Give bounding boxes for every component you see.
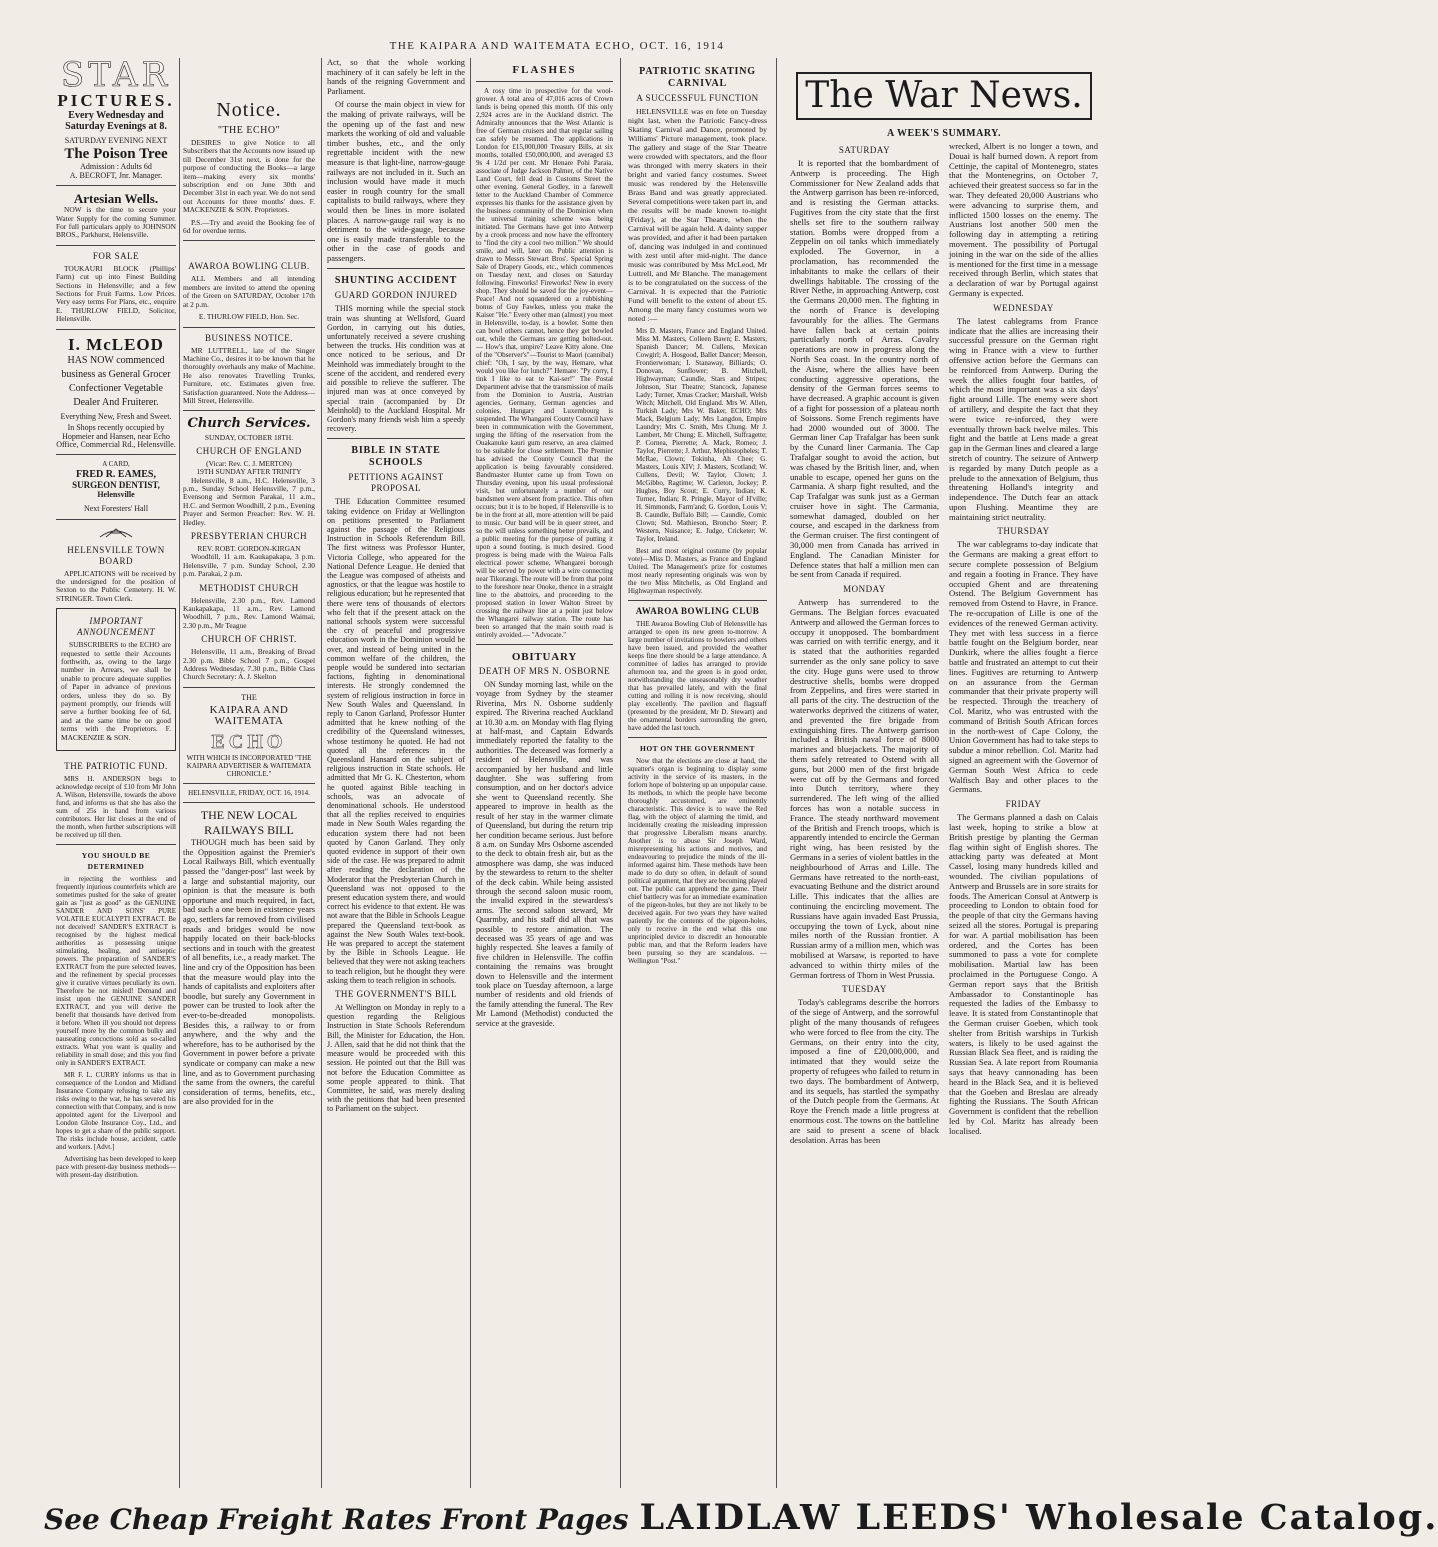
england-vicar: (Vicar: Rev. C. J. MERTON) <box>206 458 292 468</box>
awaroa-sign: E. THURLOW FIELD, Hon. Sec. <box>198 312 300 322</box>
flashes-heading: FLASHES <box>512 64 577 76</box>
shunting-body: THIS morning while the special stock train was shunting at Wellsford, Guard Gordon, in carrying out his duties, unfortunately received a severe crushing between the trucks. His condition was at once noticed to be serious, and Dr Meinhold was immediately brought to the scene of the accident, and rendered every aid possible to relieve the sufferer. The injured man was at once conveyed by special train (accompanied by Dr Meinhold) to the Auckland Hospital. Mr Gordon's many friends wish him a speedy recovery. <box>327 304 465 434</box>
column-2 <box>183 58 315 1488</box>
footer-ad-right: LAIDLAW LEEDS' Wholesale Catalog. <box>639 1497 1438 1538</box>
war-left-column <box>790 142 939 1149</box>
saturday-next: SATURDAY EVENING NEXT <box>64 136 168 145</box>
mcleod-fresh: Everything New, Fresh and Sweet. <box>60 411 172 421</box>
board-body: APPLICATIONS will be received by the undersigned for the position of Sexton to the Public Cemetery. H. W. STRINGER. Town Clerk. <box>56 568 176 603</box>
mcleod-shops: In Shops recently occupied by Hopmeier and Hansen, near Echo Office, Commercial Rd., Helensville. <box>56 423 176 449</box>
thursday-heading: THURSDAY <box>997 526 1050 537</box>
obituary-heading: OBITUARY <box>511 651 578 663</box>
bible-heading: BIBLE IN STATE SCHOOLS <box>351 445 441 469</box>
obituary-body: ON Sunday morning last, while on the voyage from Sydney by the steamer Riverina, Mrs N. Osborne suddenly expired. The Riverina reached Auckland at 10.30 a.m. on Monday with flag flying at half-mast, and Captain Edwards immediately reported the fatality to the authorities. The deceased was formerly a resident of Helensville, and was accompanied by her husband and little daughter. She was suffering from consumption, and on her doctor's advice she went to Queensland recently. She appeared to improve in health as the result of her stay in the warmer climate of Queensland, but during the return trip her condition became serious. Just before 8 a.m. on Sunday Mrs Osborne ascended to the deck to obtain fresh air, but as the atmosphere was damp, she was induced by the stewardess to return to the shelter of the deck cabin. While being assisted through the second saloon music room, the invalid expired in the stewardess's arms. The second saloon steward, Mr Quarmby, and his staff did all that was possible to restore animation. The deceased was 35 years of age and was highly respected. She leaves a family of five children in Helensville. The coffin containing the remains was brought down to Helensville and the interment took place on Tuesday afternoon, a large number of residents and old friends of the family attending the funeral. The Rev Mr Lamond (Methodist) conducted the service at the graveside. <box>476 680 613 1028</box>
column-6 <box>790 58 1098 1488</box>
presbyterian-heading: PRESBYTERIAN CHURCH <box>190 531 308 541</box>
patriotic-fund-body: MRS H. ANDERSON begs to acknowledge receipt of £10 from Mr John A. Wilson, Helensville, towards the above fund, and informs us that she has also the sum of 25s in hand from various contributors. Her list closes at the end of the month, when further subscriptions will be received up till then. <box>56 775 176 840</box>
railways-cont-2: Of course the main object in view for the making of private railways, will be the opening up of the fast and new markets the working of old and valuable timber bushes, etc., and the only regrettable incident with the new measure is that light-line, narrow-gauge railways are not included in it. Such an inclusion would have made it much easier in rough country for the small capitalists to build railways, where they would then be lines in more isolated places. A narrow-gauge rail way is no detriment to the wide-gauge, because one is easily made transferable to the other in the case of goods and passengers. <box>327 100 465 263</box>
artesian-heading: Artesian Wells. <box>73 191 159 207</box>
awaroa-heading: AWAROA BOWLING CLUB. <box>188 261 310 272</box>
incorporated: WITH WHICH IS INCORPORATED "THE KAIPARA ADVERTISER & WAITEMATA CHRONICLE." <box>186 754 312 779</box>
important-box <box>56 608 176 751</box>
monday-body: Antwerp has surrendered to the Germans. The Belgian forces evacuated Antwerp and allowed the German forces to occupy it unopposed. The bombardment was carried on with terrific energy, and it is stated that the authorities regarded surrender as the only sane policy to save the city. Huge guns were used to throw destructive shells, bombs were dropped from Zeppelins, and fires were started in all parts of the city. The destruction of the waterworks deprived the citizens of water, and prevented the fire brigade from extinguishing fires. The Antwerp garrison included a British naval force of 8000 marines and bluejackets. The majority of them safely retreated to Ostend with all guns, but 2000 men of the first brigade were cut off by the Germans and forced into Dutch territory, where they surrendered. The left wing of the allied forces has won a notable success in France. The steady northward movement of the British and French troops, which is apparently intended to encircle the German right wing, has been resisted by the Germans in a series of violent battles in the neighbourhood of Arras and Lille. The Germans have retreated to the north-east, evacuating Bethune and the district around Lille. This indicates that the allies are continuing the encircling movement. The Russians have again invaded East Prussia, occupying the town of Lyck, about nine miles north of the Russian frontier. A Russian army of a million men, which was mobilised at Warsaw, is reported to have advanced to within thirty miles of the German fortress of Thorn in West Prussia. <box>790 597 939 980</box>
christ-heading: CHURCH OF CHRIST. <box>201 634 297 645</box>
card-label: A CARD, <box>102 460 130 469</box>
notice-body: DESIRES to give Notice to all Subscribers that the Accounts now issued up till December 31st next, is done for the purpose of conducting the Books—a large item—making every six months' subscription end on June 30th and December 31st in each year. We do not send out Accounts for three months' dues. F. MACKENZIE & SON. Proprietors. <box>183 138 315 215</box>
column-rule <box>620 58 621 1488</box>
column-5 <box>628 58 767 1488</box>
mcleod-body: HAS NOW commenced business as General Grocer Confectioner Vegetable Dealer And Fruiterer. <box>61 354 171 408</box>
england-heading: CHURCH OF ENGLAND <box>196 445 302 456</box>
railways-heading: THE NEW LOCAL RAILWAYS BILL <box>200 808 298 838</box>
forsale-body: TOUKAURI BLOCK (Phillips' Farm) cut up into Finest Building Sections in Helensville; and a few Sections for Fruit Farms. Low Prices. Very easy terms For Plans, etc., enquire E. THURLOW FIELD, Solicitor, Helensville. <box>56 263 176 324</box>
monday-heading: MONDAY <box>843 584 886 595</box>
star-schedule: Every Wednesday and Saturday Evenings at 8. <box>65 110 167 132</box>
bible-body: THE Education Committee resumed taking evidence on Friday at Wellington on petitions presented to Parliament against the passage of the Religious Instruction in Schools Referendum Bill. The first witness was Professor Hunter, Victoria College, who appeared for the National Defence League. He denied that the League was composed of atheists and agnostics, or that the league was hostile to religious education; but he represented that there were tens of thousands of electors who felt that if the present attack on the national schools system were successful the cry of peaceful and progressive education work in the Dominion would be over, and instead of being united in the common welfare of the children, the people would be sundered into sectarian factions, fighting in denominational interests. He strongly condemned the system of religious instruction in force in New South Wales and Queensland. In reply to Canon Garland, Professor Hunter admitted that he knew nothing of the credibility of the Queensland witnesses, whose testimony he quoted. He had not quoted all the references in the Queensland Hansard on the subject of religious instruction in State schools. He admitted that Mr G. K. Chesterton, whom he quoted against Bible teaching in schools, was an advocate of denominational schools. He understood that all the replies received to enquiries made in New South Wales regarding the education system there had not been quoted by Canon Garland. They only quoted evidence in support of their own side of the case. He was prepared to admit after reading the declaration of the Moderator that the Presbyterian Church in Queensland was not opposed to the present education system there, and would correct his evidence to that extent. He was not aware that the Bible in Schools League prepared the Queensland text-book as against the New South Wales text-book. He was prepared to accept the statement by the Bible in Schools League. He believed that they were not asking teachers to teach religion, but he thought they were asking them to teach religion in schools. <box>327 497 465 985</box>
sunday-date: SUNDAY, OCTOBER 18TH. <box>204 433 294 443</box>
death-subheading: DEATH OF MRS N. OSBORNE <box>478 666 611 676</box>
dateline: HELENSVILLE, FRIDAY, OCT. 16, 1914. <box>188 789 310 798</box>
important-body: SUBSCRIBERS to the ECHO are requested to settle their Accounts forthwith, as, owing to the large number in Arrears, we shall be unable to procure adequate supplies of Paper in advance of previous orders, unless they do so. By payment promptly, our friends will serve a further booking fee of 6d, and at the same time be on good terms with the Proprietors. F. MACKENZIE & SON. <box>61 640 171 742</box>
star-heading: STAR <box>60 55 172 95</box>
notice-ps: P.S.—Try and avoid the Booking fee of 6d for overdue terms. <box>183 217 315 236</box>
crest-icon <box>96 525 136 541</box>
england-body: Helensville, 8 a.m., H.C. Helensville, 3 p.m., Sunday School Helensville, 7 p.m., Evensong and Sermon Parakai, 11 a.m., H.C. and Sermon Woodhill, 2 p.m., Evening Prayer and Sermon Preacher: Rev. W. H. Hedley. <box>183 475 315 527</box>
friday-heading: FRIDAY <box>1005 799 1042 810</box>
helensville-label: Helensville <box>97 489 135 499</box>
column-rule <box>179 58 180 1488</box>
costume-list: Mrs D. Masters, France and England United. Miss M. Masters, Colleen Bawn; E. Masters, Spanish Dancer; M. Cullens, Mexican Cowgirl; A. Hosgood, Ballet Dancer; Meeson, Frontierwoman; I. Stanaway, Billiards; O. Donovan, Sunflower; B. Mitchell, Highwayman; Caundle, Stars and Stripes; Johnson, Star Theatre; Stancock, Japanese Lady; Turner, Xmas Cracker; Marshall, Welsh Witch; Mitchell, Old England. Mrs W. Allen, Turkish Lady; Mrs W. Baker, ECHO; Mrs Mack, Belgium Lady; Mrs Langdon, Empire Laundry; Mrs C. Smith, Mrs Chung. Mr J. Lambert, Mr Chung; E. Mitchell, Suffragette; P. Cornea, Pierrette; A. Mack, Romeo; J. Taylor, Pierrette; J. Arthur, Mephistopheles; T. McRae, Clown; Tokinha, Ah Chee; G. Masters, Louis XIV; J. Masters, Scotland; W. Cullens, Devil; W. Taylor, Clown; J. McGibbo, Ragtime; W. Carleton, Jockey; P. Hughes, Boy Scout; E. Curry, Indian; K. Turner, Indian; R. Pringle, Mayor of H'ville; H. Simmonds, Farm'and; G. Gordon, Louis V; B. Caundle, Buffalo Bill; — Caundle, Comic Clown; Std. Mathieson, Broncho Steer; P. Western, Nuisance; E. Judge, Cricketer; W. Taylor, Ireland. <box>636 327 767 543</box>
curry-body: MR F. L. CURRY informs us that in consequence of the London and Midland Insurance Company refusing to take any risks owing to the war, he has severed his connection with that Company, and is now appointed agent for the Liverpool and London Globe Insurance Coy., Ltd., and hopes to get a share of the public support. The risks include house, accident, cattle and workers. [Advt.] <box>56 1071 176 1152</box>
guard-subheading: GUARD GORDON INJURED <box>334 290 458 301</box>
surgeon-dentist: SURGEON DENTIST, <box>72 479 160 490</box>
presbyterian-body: Woodhill, 11 a.m. Kaukapakapa, 3 p.m. Helensville, 7 p.m. Sunday School, 2.30 p.m. Parakai, 2 p.m. <box>183 552 315 579</box>
notice-heading: Notice. <box>216 99 282 121</box>
success-subheading: A SUCCESSFUL FUNCTION <box>636 93 759 103</box>
awaroa-body: ALL Members and all intending members are invited to attend the opening of the Green on SATURDAY, October 17th at 2 p.m. <box>183 274 315 309</box>
methodist-heading: METHODIST CHURCH <box>199 582 299 593</box>
artesian-body: NOW is the time to secure your Water Supply for the coming Summer. For full particulars apply to JOHNSON BROS., Parkhurst, Helensville. <box>56 205 176 240</box>
govt-bill-body: At Wellington on Monday in reply to a question regarding the Religious Instruction in State Schools Referendum Bill, the Minister for Education, the Hon. J. Allen, said that he did not think that the measure would be proceeded with this session. He pointed out that the Bill was not before the Education Committee as some people appeared to think. That Committee, he said, was merely dealing with the petitions that had been presented to Parliament on the subject. <box>327 1003 465 1114</box>
pictures-heading: PICTURES. <box>57 91 175 110</box>
christ-body: Helensville, 11 a.m., Breaking of Bread 2.30 p.m. Bible School 7 p.m., Gospel Address Wednesday, 7.30 p.m., Bible Class Church Secretary: A. J. Skelton <box>183 647 315 682</box>
becroft-manager: A. BECROFT, Jnr. Manager. <box>69 170 163 180</box>
determined-body: in rejecting the worthless and frequently injurious counterfeits which are sometimes pushed for the sake of greater gain as "just as good" as the GENUINE SANDER AND SONS' PURE VOLATILE EUCALYPTI EXTRACT. Be not deceived! SANDER'S EXTRACT is recognised by the highest medical authorities as possessing unique stimulating, healing, and antiseptic powers. The preparation of SANDER'S EXTRACT from the pure selected leaves, and the refinement by special processes give it curative virtues peculiarly its own. Therefore be not misled! Demand and insist upon the GENUINE SANDER EXTRACT, and you will derive the benefit that thousands have derived from it before. When ill you should not depress yourself more by the common bulky and nauseating concoctions sold as so-called extracts. What you want is quality and reliability in small dose; and this you find only in SANDER'S EXTRACT. <box>56 875 176 1068</box>
skating-heading: PATRIOTIC SKATING CARNIVAL <box>639 66 756 89</box>
govt-bill-heading: THE GOVERNMENT'S BILL <box>334 989 458 1000</box>
war-right-column <box>949 142 1098 1149</box>
wednesday-heading: WEDNESDAY <box>993 302 1054 313</box>
tuesday-body: Today's cablegrams describe the horrors of the siege of Antwerp, and the sorrowful plight of the many thousands of refugees who were forced to flee from the city. The Germans, on their entry into the city, imposed a fine of £20,000,000, and intimated that they would seize the property of refugees who failed to return in two days. The bombardment of Antwerp, and its sequels, has startled the sympathy of the Dutch people from the Germans. At Roye the French made a little progress at enormous cost. The towns on the battleline are said to present a scene of black desolation. Arras has been <box>790 997 939 1145</box>
poison-tree-title: The Poison Tree <box>64 146 168 163</box>
presbyterian-rev: REV. ROBT. GORDON-KIRGAN <box>197 544 301 553</box>
column-1 <box>56 55 176 1488</box>
advertising-body: Advertising has been developed to keep pace with present-day business methods—with present-day distribution. <box>56 1155 176 1180</box>
footer-advertisement <box>44 1497 1438 1538</box>
mcleod-heading: I. McLEOD <box>68 334 164 354</box>
skating-after: Best and most original costume (by popular vote)—Miss D. Masters, as France and England United. The Management's prize for costumes most nearly representing originals was won by the two Miss Mitchells, as Old England and Highwayman respectively. <box>628 547 767 595</box>
business-heading: BUSINESS NOTICE. <box>204 332 293 343</box>
church-heading: Church Services. <box>187 416 311 432</box>
echo-title: ECHO <box>211 731 287 754</box>
railways-cont: Act, so that the whole working machinery of it can safely be left in the hands of the reigning Government and Parliament. <box>327 58 465 96</box>
kaipara-title: KAIPARA AND WAITEMATA <box>209 704 289 728</box>
methodist-body: Helensville, 2.30 p.m., Rev. Lamond Kaukapakapa, 11 a.m., Rev. Lamond Woodhill, 7 p.m., Rev. Lamond Waimai, 2.30 p.m., Mr Teague <box>183 595 315 630</box>
echo-label: "THE ECHO" <box>217 125 281 136</box>
saturday-heading: SATURDAY <box>838 145 891 155</box>
column-rule <box>776 58 777 1488</box>
trinity-label: 19TH SUNDAY AFTER TRINITY <box>196 467 302 477</box>
column-3 <box>327 58 465 1488</box>
admission: Admission : Adults 6d <box>80 162 152 172</box>
column-rule <box>321 58 322 1488</box>
railways-body: THOUGH much has been said by the Opposition against the Premier's Local Railways Bill, which eventually passed the "danger-post" last week by a large and substantial majority, our opinion is that the measure is both opportune and much required, in fact, bad such a one been in existence years ago, settlers far removed from civilised roads and bridges would be now happily located on their back-blocks sections and in touch with the greatest of all benefits, i.e., a ready market. The line and cry of the Opposition has been that the measure would play into the hands of capitalists and exploiters after boodle, but surely any Government in power can be trusted to look after the ever-to-be-dreaded monopolists. Besides this, a railway to or from anywhere, and the why and the wherefore, has to be authorised by the Government in power before a private syndicate or company can make a new line, and as to Government purchasing the same from the owners, the careful consideration of terms, benefits, etc., are also provided for in the <box>183 838 315 1107</box>
column-4 <box>476 58 613 1488</box>
the-label: THE <box>241 692 257 702</box>
column-rule <box>470 58 471 1488</box>
wednesday-body: The latest cablegrams from France indicate that the allies are increasing their successful pressure on the German right wing in France with a view to further offensive action before the Germans can be reinforced from Antwerp. During the week the allies fought four battles, of which the most important was a six days' fight around Lille. The enemy were short of artillery, and despite the fact that they were twice re-inforced, they were eventually thrown back twelve miles. This fight and the battle at Lens made a great gap in the German lines and cleared a large stretch of country. The seizure of Antwerp is regarded by many Dutch people as a prelude to the annexation of Belgium, thus threatening Holland's integrity and independence. The Dutch fear an attack upon Flushing. Meantime they are maintaining strict neutrality. <box>949 315 1098 522</box>
important-heading: IMPORTANT ANNOUNCEMENT <box>76 616 155 638</box>
patriotic-fund-heading: THE PATRIOTIC FUND. <box>64 761 168 772</box>
war-news-title: The War News. <box>796 72 1092 120</box>
petitions-subheading: PETITIONS AGAINST PROPOSAL <box>348 472 444 494</box>
board-heading: HELENSVILLE TOWN BOARD <box>67 544 165 566</box>
skating-body: HELENSVILLE was en fete on Tuesday night last, when the Patriotic Fancy-dress Skating Carnival and Dance, promoted by Williams' Picture management, took place. The gallery and stage of the Star Theatre were crowded with spectators, and the floor was thronged with merry skaters in their bright and varied fancy costumes. Sweet music was rendered by the Helensville Brass Band and was greatly appreciated. Several competitions were taken part in, and the results will be made known to-night (Friday), at the Star Theatre, when the Carnival will be again held. A dainty supper was provided, and after it had been partaken of, dancing was indulged in and continued with zest until after mid-night. The dance music was contributed by Mss McLeod, Mr Luttrell, and Mr Blanche. The management is to be congratulated on the success of the Carnival. It is expected that the Patriotic Fund will benefit to the extent of about £5. Among the many fancy costumes worn we noted :— <box>628 107 767 323</box>
flashes-body: A rosy time in prospective for the wool-grower. A total area of 47,016 acres of Crown lands is being opened this month. Of this only 2,924 acres are in the Auckland district. The Admiralty announces that the West Atlantic is free of German cruisers and that regular sailing can safely be resumed. The applications in London for £15,000,000 Treasury Bills, at six months, totalled £50,000,000, and averaged £3 9s 4 1/2d per cent. Mr Henare Pohi Paraia, associate of Judge Jackson Palmer, of the Native Land Court, fell dead in Customs Street the other evening. General Godley, in a farewell letter to the Auckland Chamber of Commerce expresses his thanks for the assistance given by the business community of the Dominion when the universal training scheme was being initiated. The Germans have got into Antwerp by a crook process and now have the effrontery to "find the city a cool two million." We should smile, and will, later on. Public attention is drawn to Messrs Stewart Bros'. Special Spring Sale of Drapery Goods, etc., which commences on Tuesday next, and closes on Saturday following. Fireworks! Fireworks! New in every shop. They should be saved for the joy-event—Peace! And not squandered on a rubbishing bonus of Guy Fawkes, unless you make the Kaiser "He." Every other man (almost) you meet in Helensville, to-day, is a bowler. Some then can bowl others cannot, hence they get bowled out, while the Germans are getting bolted-out. — How's that, umpire? Leave Kitty alone. One of the "Observer's"—Tourist to Maori (cannibal) chief: "Oh, I say, by the way, Hemare, what would you like for lunch?" Hemare: "Py corry, I tink I like to eat te Kai-ser!" The Postal Department advise that the transmission of mails from the Dominion to Austria, Austrian agencies, Germany, German agencies and colonies, Hungary and Luxembourg is suspended. The Whangarei County Council have been in communication with the Government, urging the lifting of the reservation from the Ouakanuke kauri gum reserve, an area claimed to be suitable for close settlement. The Premier has advised the County Council that the application is being favourably considered. Bandmaster Hunter came up from Town on Thursday evening, upon his usual professional visit, but unfortunately a number of our bandsmen were absent from practice. This often occurs; but it is to be hoped, if Helensville is to be in the front at all, more attention will be paid to music. Our band will be in queer street, and so the will unless something better prevails, and a public meeting for the purpose of putting it upon a sound footing, is much desired. Good progress is being made with the Wairoa Falls electrical power scheme, Whangarei borough will be served by power with a wire connecting near Tikorangi. The route will be from that point to the foreshore near Onoke, thence in a straight line to the abattoirs, and proceeding to the proposed station in lower Walton Street by crossing the railway line at a point just below the Whangarei railway station. The route has been so arranged that the main south road is entirely avoided.— "Advocate." <box>476 87 613 639</box>
awaroa2-heading: AWAROA BOWLING CLUB <box>635 606 760 616</box>
thursday-body: The war cablegrams to-day indicate that the Germans are making a great effort to secure complete possession of Belgium and regain a footing in France. They have occupied Ghent and are threatening Ostend. The Belgium Government has removed from Ostend to Havre, in France. The re-occupation of Lille is one of the evidences of the renewed German activity. They met with less success in a fierce battle fought on the Belgium border, near Dunkirk, where the allies fought a fierce battle and frustrated an attempt to cut their lines. Fugitives are returning to Antwerp on an assurance from the German commander that their private property will be respected. Through the treachery of Col. Maritz, who was entrusted with the command of British South African forces in the north-west of Cape Colony, the Union Government has had to take steps to subdue a minor rebellion. Col. Maritz had signed an agreement with the Governor of German South West Africa to cede Walfisch Bay and other places to the Germans. <box>949 539 1098 795</box>
friday-body: The Germans planned a dash on Calais last week, hoping to strike a blow at British prestige by planting the German flag within sight of English shores. The attacking party was defeated at Mont Cassel, losing many hundreds killed and wounded. The civilian populations of Antwerp and Brussels are in sore straits for foods. The American Consul at Antwerp is proceeding to London to obtain food for the people of that city the Germans having seized all the stores. Portugal is preparing for war. A partial mobilisation has been ordered, and the Cortes has been summoned to pass a vote for complete mobilisation. Martial law has been proclaimed in the Portuguese Congo. A German report says that the British Ambassador to Constantinople has requested the ladies of the Embassy to leave. It is stated from Constantinople that the German cruiser Goeben, which took shelter from British warships in Turkish waters, is likely to be used against the Russian Black Sea fleet, and is raiding the Russian Sea. A late report from Roumania says that heavy cannonading has been heard in the Black Sea, and it is believed that the Goeben and Breslau are already fighting the Russians. The South African Government is confident that the rebellion led by Col. Maritz has already been localised. <box>949 812 1098 1136</box>
determined-heading: YOU SHOULD BE DETERMINED <box>81 851 151 872</box>
saturday-body: It is reported that the bombardment of Antwerp is proceeding. The High Commissioner for New Zealand adds that the Antwerp garrison has been re-inforced, and is resisting the German attacks. Fugitives from the city state that the first shells set fire to the southern railway station. Bombs were dropped from a Zeppelin on oil tanks which immediately exploded. The Governor, in a proclamation, has recommended the inhabitants to make the cellars of their dwellings habitable. The crossing of the River Nethe, in approaching Antwerp, cost the Germans 20,000 men. The fighting in the north of France is developing favourably for the allies. The Germans have fallen back at certain points particularly north of Arras. Cavalry operations are now in progress along the North Sea coast. In the country north of the Aisne, where the allies have been conducting aggressive operations, the density of the German forces seems to have decreased. A graphic account is given of a fight for possession of a plateau north of Soissons. Some French regiments have had 2000 wounded out of 3000. The German liner Cap Trafalgar has been sunk by the Cunard liner Carmania. The Cap Trafalgar sought to avoid the action, but was chased by the British liner, and, when unable to escape, opened her guns on the Carmania. A sharp fight resulted, and the Cap Trafalgar was sunk just as a German cruiser hove in sight. The Carmania, somewhat damaged, doubled on her course, and escaped in the darkness from the German cruiser. The first contingent of 30,000 men from Canada has arrived in England. The Canadian Minister for Defence states that half a million men can be sent from Canada if required. <box>790 158 939 580</box>
awaroa2-body: THE Awaroa Bowling Club of Helensville has arranged to open its new green to-morrow. A large number of invitations to bowlers and others have been issued, and provided the weather keeps fine there should be a large attendance. A committee of ladies has arranged to provide afternoon tea, and the green is in good order, notwithstanding the unseasonably dry weather that has prevailed lately, and with the final cutting and rolling it is now receiving, should play excellently. The pavilion and flagstaff (presented by the president, Mr D. Stewart) and the ornamental borders surrounding the green, have added the last touch. <box>628 620 767 732</box>
eames-name: FRED R. EAMES, <box>75 468 156 480</box>
footer-ad-left: See Cheap Freight Rates Front Pages <box>44 1503 629 1536</box>
foresters-label: Next Foresters' Hall <box>83 504 149 514</box>
business-body: MR LUTTRELL, late of the Singer Machine Co., desires it to be known that he thoroughly overhauls any make of Machine. He also renovates Travelling Trunks, Furniture, etc. Estimates given free. Satisfaction guaranteed. Note the Address—Mill Street, Helensville. <box>183 345 315 405</box>
hot-heading: HOT ON THE GOVERNMENT <box>639 744 756 753</box>
hot-body: Now that the elections are close at hand, the squatter's organ is beginning to display some activity in the service of its masters, in the forlorn hope of bolstering up an unpopular cause. Its methods, to which the people have become thoroughly accustomed, are eminently characteristic. This device is to wave the Red flag, with the object of alarming the timid, and incidentally creating the misleading impression that progressive Liberalism means anarchy. Another is to abuse Sir Joseph Ward, misrepresenting his actions and motives, and endeavouring to prejudice the minds of the ill-informed against him. These methods have been made to do duty so often, in default of sound political argument, that they are becoming played out. The public can apprehend the game. Their chief battlecry was for an immediate examination of the pigeon-holes, but they are not likely to be deceived again. For two years they have waited patiently for the contents of the pigeon-holes, only to receive in the end what this one unprincipled device to discredit an honourable public man, and that the Reform leaders have been pursuing so they are scandalous. — Wellington "Post." <box>628 757 767 965</box>
tuesday-heading: TUESDAY <box>842 984 887 995</box>
masthead: THE KAIPARA AND WAITEMATA ECHO, OCT. 16, 1914 <box>389 40 725 52</box>
shunting-heading: SHUNTING ACCIDENT <box>334 275 458 287</box>
forsale-heading: FOR SALE <box>92 250 140 261</box>
summary-heading: A WEEK'S SUMMARY. <box>886 128 1001 139</box>
right-cont: wrecked, Albert is no longer a town, and Douai is half burned down. A report from Cettinje, the capital of Montenegro, states that the Montenegrins, on October 7, achieved their greatest success so far in the war. They defeated 20,000 Austrians who were advancing to surprise them, and inflicted 1500 losses on the enemy. The Austrians lost another 500 men the following day in attempting a retiring movement. The possibility of Portugal joining in the war on the side of the allies is mentioned for the first time in a message received through Berlin, which states that a declaration of war by Portugal against Germany is expected. <box>949 141 1098 298</box>
